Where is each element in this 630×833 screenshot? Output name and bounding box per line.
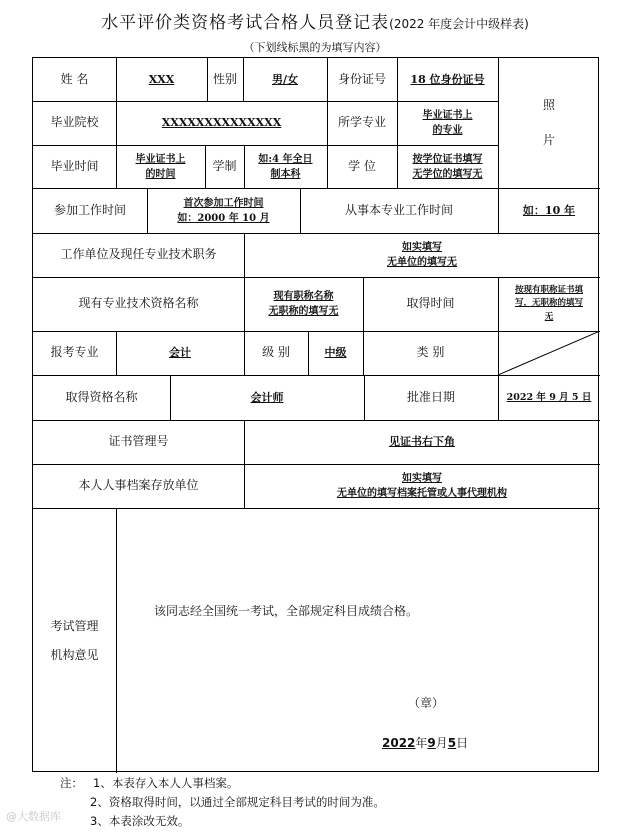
certificate-number-label: 证书管理号 bbox=[108, 434, 169, 449]
opinion-date-year: 2022 bbox=[382, 736, 416, 750]
form-title-sub: (2022 年度会计中级样表) bbox=[389, 17, 529, 31]
school-value: XXXXXXXXXXXXXX bbox=[161, 116, 282, 130]
study-system-value-line2: 制本科 bbox=[270, 168, 301, 180]
employer-label: 工作单位及现任专业技术职务 bbox=[60, 247, 217, 262]
seal-placeholder: （章） bbox=[408, 696, 445, 710]
employer-value-line1: 如实填写 bbox=[402, 242, 442, 253]
employer-value-line2: 无单位的填写无 bbox=[387, 257, 457, 268]
fill-instruction: （下划线标黑的为填写内容） bbox=[243, 41, 387, 54]
exam-major-label: 报考专业 bbox=[50, 345, 99, 360]
study-system-value-line1: 如:4 年全日 bbox=[258, 153, 313, 165]
study-system-value-cell[interactable] bbox=[244, 145, 327, 188]
school-label: 毕业院校 bbox=[50, 115, 99, 130]
form-title-main: 水平评价类资格考试合格人员登记表 bbox=[101, 13, 390, 33]
footer-note-2: 2、资格取得时间，以通过全部规定科目考试的时间为准。 bbox=[90, 795, 385, 809]
photo-label-top: 照 bbox=[542, 97, 555, 112]
exam-major-value: 会计 bbox=[169, 346, 191, 360]
opinion-label-line2: 机构意见 bbox=[50, 647, 99, 662]
current-qualification-value-line2: 无职称的填写无 bbox=[268, 306, 339, 317]
opinion-label-line1: 考试管理 bbox=[50, 618, 99, 633]
major-studied-value-line2: 的专业 bbox=[432, 125, 463, 136]
exam-major-value-cell[interactable] bbox=[116, 331, 244, 375]
archive-unit-value-line2: 无单位的填写档案托管或人事代理机构 bbox=[337, 488, 507, 499]
work-start-value-cell[interactable] bbox=[147, 188, 300, 233]
gender-label: 性别 bbox=[212, 71, 237, 86]
degree-value-line1: 按学位证书填写 bbox=[412, 153, 483, 165]
acquired-qualification-value: 会计师 bbox=[250, 390, 284, 404]
degree-value-cell[interactable] bbox=[397, 145, 498, 188]
form-title bbox=[0, 8, 630, 33]
major-studied-value-line1: 毕业证书上 bbox=[422, 110, 473, 121]
years-in-profession-label: 从事本专业工作时间 bbox=[344, 202, 453, 217]
approval-date-value-cell[interactable] bbox=[498, 375, 600, 420]
footer-prefix: 注： bbox=[60, 776, 83, 790]
major-studied-value-cell[interactable] bbox=[397, 101, 498, 145]
exam-authority-opinion-cell[interactable] bbox=[116, 508, 600, 773]
exam-authority-opinion-label bbox=[33, 508, 116, 773]
work-start-value-line1: 首次参加工作时间 bbox=[183, 197, 264, 209]
archive-unit-value-cell[interactable] bbox=[244, 464, 600, 508]
acquired-qualification-label: 取得资格名称 bbox=[65, 389, 138, 404]
work-start-label: 参加工作时间 bbox=[53, 202, 126, 217]
current-qualification-value-line1: 现有职称名称 bbox=[273, 291, 334, 302]
certificate-number-value: 见证书右下角 bbox=[389, 435, 455, 449]
id-number-value: 18 位身份证号 bbox=[410, 72, 485, 86]
obtain-time-value-line2: 写，无职称的填写 bbox=[514, 298, 583, 309]
opinion-date-day: 5 bbox=[447, 736, 457, 750]
opinion-date-day-unit: 日 bbox=[456, 736, 469, 750]
photo-label-bottom: 片 bbox=[542, 133, 555, 147]
opinion-date-year-unit: 年 bbox=[415, 736, 428, 750]
footer-notes bbox=[60, 774, 385, 831]
category-label: 类 别 bbox=[416, 345, 445, 360]
obtain-time-value-line3: 无 bbox=[544, 311, 554, 322]
archive-unit-value-line1: 如实填写 bbox=[402, 473, 442, 484]
acquired-qualification-value-cell[interactable] bbox=[170, 375, 364, 420]
id-number-value-cell[interactable] bbox=[397, 58, 498, 101]
opinion-date-month: 9 bbox=[427, 736, 436, 750]
empty-cell-diagonal bbox=[498, 331, 600, 375]
opinion-text: 该同志经全国统一考试，全部规定科目成绩合格。 bbox=[154, 604, 419, 618]
certificate-number-value-cell[interactable] bbox=[244, 420, 600, 464]
footer-note-3: 3、本表涂改无效。 bbox=[90, 814, 190, 828]
approval-date-label: 批准日期 bbox=[406, 389, 455, 404]
gender-value: 男/女 bbox=[271, 72, 299, 86]
major-studied-label: 所学专业 bbox=[337, 115, 386, 130]
obtain-time-value-cell[interactable] bbox=[498, 277, 600, 331]
graduation-time-value-line2: 的时间 bbox=[145, 168, 176, 180]
registration-form-table bbox=[32, 57, 599, 772]
employer-value-cell[interactable] bbox=[244, 233, 600, 277]
current-qualification-label: 现有专业技术资格名称 bbox=[78, 296, 199, 311]
obtain-time-value-line1: 按现有职称证书填 bbox=[514, 284, 583, 295]
school-value-cell[interactable] bbox=[116, 101, 327, 145]
study-system-label: 学制 bbox=[212, 158, 237, 173]
photo-area[interactable] bbox=[498, 58, 600, 188]
name-label: 姓 名 bbox=[60, 71, 89, 86]
gender-value-cell[interactable] bbox=[243, 58, 327, 101]
graduation-time-value-line1: 毕业证书上 bbox=[135, 153, 186, 165]
opinion-date bbox=[382, 734, 468, 751]
level-value: 中级 bbox=[324, 346, 347, 360]
level-label: 级 别 bbox=[262, 345, 290, 360]
approval-date-value: 2022 年 9 月 5 日 bbox=[506, 391, 592, 403]
work-start-value-line2: 如：2000 年 10 月 bbox=[177, 212, 270, 224]
current-qualification-value-cell[interactable] bbox=[244, 277, 363, 331]
graduation-time-label: 毕业时间 bbox=[50, 158, 99, 173]
obtain-time-label: 取得时间 bbox=[406, 296, 455, 311]
archive-unit-label: 本人人事档案存放单位 bbox=[78, 478, 199, 493]
degree-value-line2: 无学位的填写无 bbox=[412, 168, 483, 180]
name-value: XXX bbox=[148, 72, 175, 86]
name-value-cell[interactable] bbox=[116, 58, 207, 101]
years-in-profession-value: 如：10 年 bbox=[522, 203, 576, 217]
watermark: @大数据库 bbox=[6, 810, 61, 823]
id-number-label: 身份证号 bbox=[337, 71, 386, 86]
opinion-date-month-unit: 月 bbox=[435, 736, 448, 750]
level-value-cell[interactable] bbox=[308, 331, 363, 375]
years-in-profession-value-cell[interactable] bbox=[498, 188, 600, 233]
degree-label: 学 位 bbox=[348, 158, 376, 173]
footer-note-1: 1、本表存入本人人事档案。 bbox=[93, 776, 239, 790]
graduation-time-value-cell[interactable] bbox=[116, 145, 205, 188]
